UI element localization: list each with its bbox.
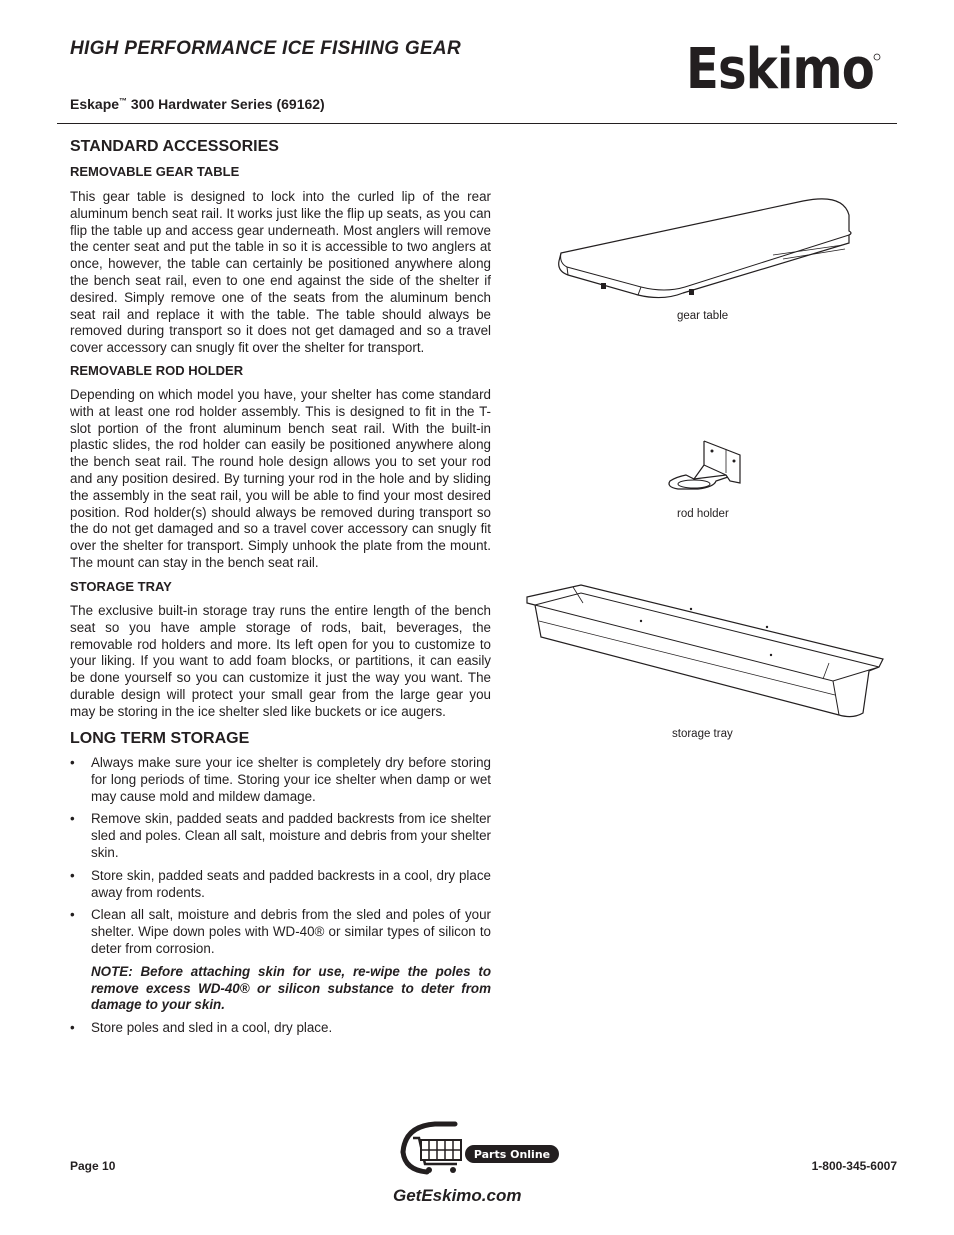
storage-tray-illustration <box>523 583 889 726</box>
storage-tray-paragraph: The exclusive built-in storage tray runs the entire length of the bench seat so you have ample storage of rods, bait, beverages, the removable rod holders and more. Its left open for you to customize to your liking. If you want to add foam blocks, or partitions, it can easily be done yourself so you can customize it just the way you want. The durable design will protect your small gear from the large gear you may be storing in the ice shelter sled like buckets or ice augers. <box>70 603 491 719</box>
phone-number: 1-800-345-6007 <box>811 1159 897 1173</box>
svg-text:Eskimo: Eskimo <box>686 37 874 100</box>
wd40-note: NOTE: Before attaching skin for use, re-wipe the poles to remove excess WD-40® or silicon substance to deter from damage to your skin. <box>91 963 491 1013</box>
trademark-symbol: ™ <box>119 96 128 106</box>
storage-bullet-list <box>70 755 491 1037</box>
website-url[interactable]: GetEskimo.com <box>393 1186 522 1205</box>
list-item: • Store poles and sled in a cool, dry place. <box>70 1020 333 1036</box>
gear-table-heading: REMOVABLE GEAR TABLE <box>70 164 240 179</box>
shopping-cart-icon <box>413 1138 461 1173</box>
gear-table-illustration <box>553 195 858 310</box>
svg-text:Parts Online: Parts Online <box>473 1148 551 1161</box>
storage-tray-heading: STORAGE TRAY <box>70 579 172 594</box>
list-item: • Always make sure your ice shelter is completely dry before storing for long periods of time. Storing your ice shelter when damp or wet may cause mold and mildew damage. <box>70 755 491 804</box>
gear-table-paragraph: This gear table is designed to lock into the curled lip of the rear aluminum bench seat rail. It works just like the flip up seats, as you can flip the table up and access gear underneath. Most anglers will remove the center seat and put the table in so it is accessible to two anglers at once, however, the table can certainly be positioned anywhere along the bench seat rail, even to one end against the side of the shelter if desired. Simply remove one of the seats from the aluminum bench seat rail and replace it with the table. The table should always be removed during transport so it does not get damaged and so a travel cover accessory can snugly fit over the shelter for transport. <box>70 189 491 356</box>
header-title: HIGH PERFORMANCE ICE FISHING GEAR <box>70 38 461 59</box>
eskimo-logo <box>686 30 886 105</box>
product-subtitle <box>70 96 325 112</box>
long-term-storage-heading: LONG TERM STORAGE <box>70 730 250 747</box>
rod-holder-caption: rod holder <box>677 508 729 520</box>
parts-online-logo <box>395 1118 565 1185</box>
rod-holder-illustration <box>664 437 748 498</box>
page-number: Page 10 <box>70 1159 116 1173</box>
rod-holder-paragraph: Depending on which model you have, your shelter has come standard with at least one rod holder assembly. This is designed to fit in the T-slot portion of the front aluminum bench seat rail. With the built-in plastic slides, the rod holder can easily be positioned anywhere along the bench seat rail. The round hole design allows you to set your rod and any position desired. By turning your rod in the hole and by sliding the assembly in the seat rail, you will be able to find your most desired position. Rod holder(s) should always be removed during transport so the do not get damaged and so a travel cover accessory can snugly fit over the shelter for transport. Simply unhook the plate from the mount. The mount can stay in the bench seat rail. <box>70 387 491 570</box>
rod-holder-heading: REMOVABLE ROD HOLDER <box>70 363 244 378</box>
header-divider <box>57 123 897 124</box>
gear-table-caption: gear table <box>677 310 729 322</box>
product-name: Eskape <box>70 96 120 112</box>
list-item: • Remove skin, padded seats and padded backrests from ice shelter sled and poles. Clean all salt, moisture and debris from your shelter skin. <box>70 811 491 860</box>
list-item: • Store skin, padded seats and padded backrests in a cool, dry place away from rodents. <box>70 867 491 900</box>
standard-accessories-heading: STANDARD ACCESSORIES <box>70 138 279 155</box>
storage-tray-caption: storage tray <box>672 728 733 740</box>
product-series: 300 Hardwater Series (69162) <box>127 96 325 112</box>
list-item: • Clean all salt, moisture and debris from the sled and poles of your shelter. Wipe down poles with WD-40® or similar types of silicon to deter from corrosion. <box>70 907 491 956</box>
